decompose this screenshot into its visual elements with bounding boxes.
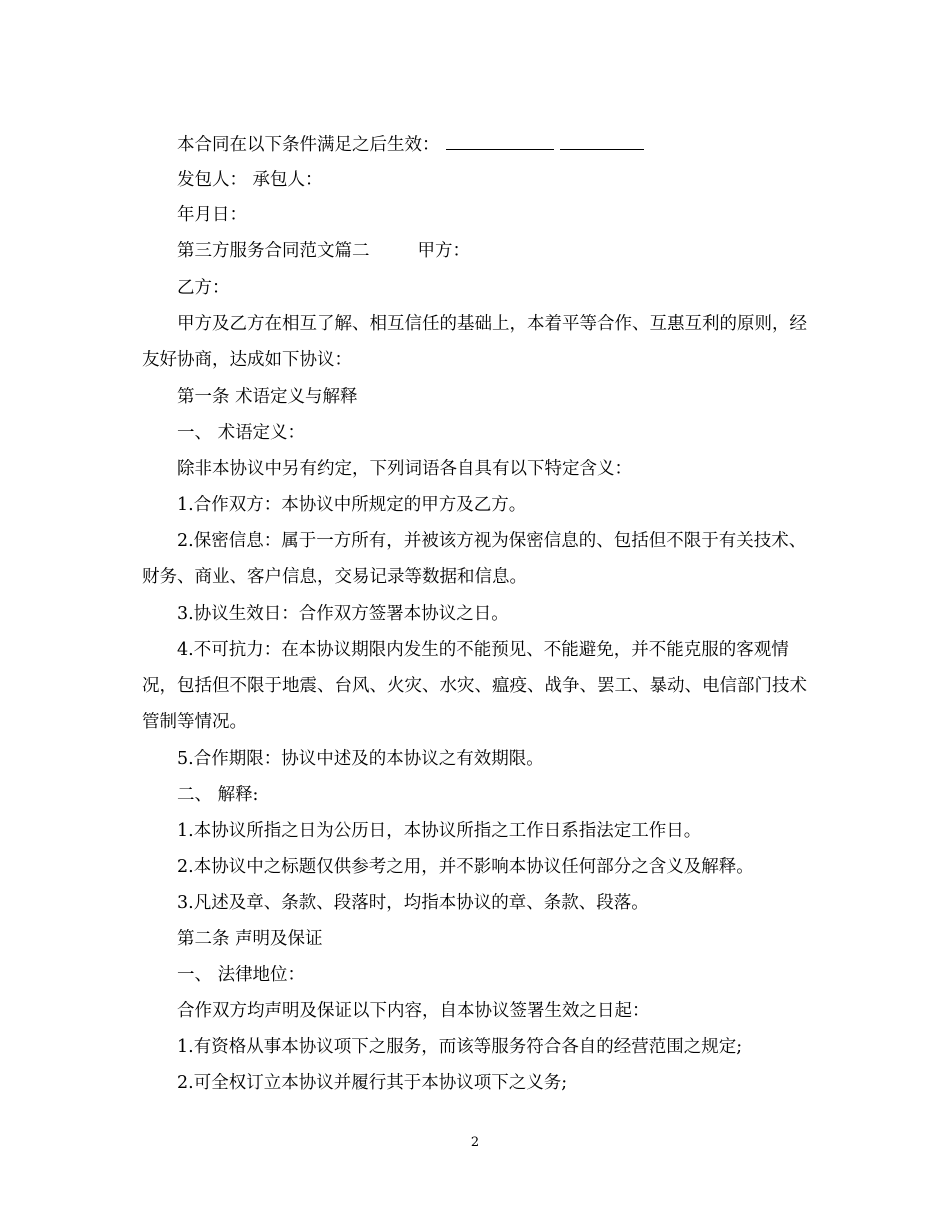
paragraph-interp-2: 2.本协议中之标题仅供参考之用，并不影响本协议任何部分之含义及解释。 (177, 857, 754, 877)
paragraph-preamble: 甲方及乙方在相互了解、相互信任的基础上，本着平等合作、互惠互利的原则，经友好协商，达成如下协议： (142, 314, 807, 370)
paragraph-legal-2: 2.可全权订立本协议并履行其于本协议项下之义务; (177, 1073, 568, 1093)
paragraph-def-1: 1.合作双方：本协议中所规定的甲方及乙方。 (177, 495, 527, 515)
paragraph-def-5: 5.合作期限：协议中述及的本协议之有效期限。 (177, 749, 544, 769)
paragraph-article-1: 第一条 术语定义与解释 (177, 387, 358, 407)
paragraph-legal-status-heading: 一、 法律地位： (177, 965, 306, 985)
paragraph-interp-3: 3.凡述及章、条款、段落时，均指本协议的章、条款、段落。 (177, 893, 649, 913)
paragraph-party-b: 乙方： (177, 278, 230, 298)
paragraph-interpretation-heading: 二、 解释: (177, 785, 259, 805)
blank-line (560, 131, 644, 150)
paragraph-definitions-intro: 除非本协议中另有约定，下列词语各自具有以下特定含义： (177, 459, 632, 479)
paragraph-def-4: 4.不可抗力：在本协议期限内发生的不能预见、不能避免，并不能克服的客观情况，包括但不限于地震、台风、火灾、水灾、瘟疫、战争、罢工、暴动、电信部门技术管制等情况。 (142, 640, 807, 732)
paragraph-date: 年月日： (177, 205, 247, 225)
paragraph-signatories: 发包人： 承包人： (177, 170, 323, 190)
page-number: 2 (470, 1135, 480, 1150)
paragraph-effective-condition (142, 127, 814, 163)
blank-line (446, 131, 554, 150)
paragraph-legal-status-intro: 合作双方均声明及保证以下内容，自本协议签署生效之日起： (177, 1001, 650, 1021)
paragraph-article-2: 第二条 声明及保证 (177, 929, 323, 949)
paragraph-def-2: 2.保密信息：属于一方所有，并被该方视为保密信息的、包括但不限于有关技术、财务、商业、客户信息，交易记录等数据和信息。 (142, 531, 807, 587)
paragraph-definitions-heading: 一、 术语定义： (177, 423, 306, 443)
paragraph-interp-1: 1.本协议所指之日为公历日，本协议所指之工作日系指法定工作日。 (177, 821, 702, 841)
paragraph-def-3: 3.协议生效日：合作双方签署本协议之日。 (177, 604, 509, 624)
party-a-label: 甲方： (417, 241, 470, 261)
paragraph-text: 本合同在以下条件满足之后生效： (177, 135, 440, 155)
paragraph-section-title (142, 233, 814, 269)
section-title: 第三方服务合同范文篇二 (177, 241, 370, 261)
paragraph-legal-1: 1.有资格从事本协议项下之服务，而该等服务符合各自的经营范围之规定; (177, 1037, 743, 1057)
